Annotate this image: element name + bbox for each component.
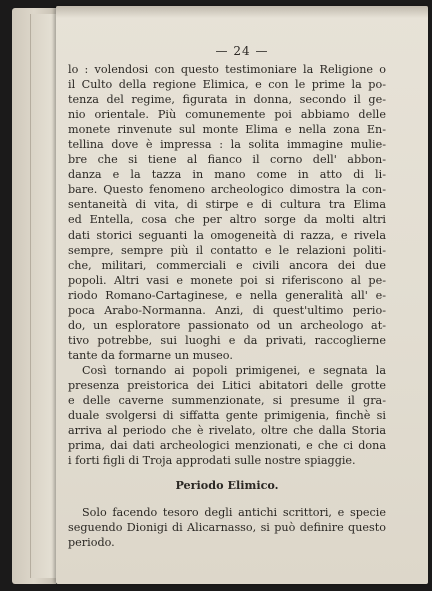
text-line: prima, dai dati archeologici menzionati, e che ci dona: [68, 439, 386, 453]
page-number: — 24 —: [215, 44, 269, 58]
text-line: dati storici seguanti la omogeneità di razza, e rivela: [68, 228, 386, 242]
text-line: popoli. Altri vasi e monete poi si riferiscono al pe-: [68, 273, 386, 287]
text-line: Solo facendo tesoro degli antichi scrittori, e specie: [82, 506, 386, 520]
text-line: ed Entella, cosa che per altro sorge da molti altri: [68, 213, 386, 227]
text-line: i forti figli di Troja approdati sulle nostre spiaggie.: [68, 454, 356, 468]
text-line: sentaneità di vita, di stirpe e di cultura tra Elima: [68, 198, 386, 212]
page-text: [68, 62, 386, 550]
text-line: nio orientale. Più comunemente poi abbiamo delle: [68, 108, 386, 122]
text-line: periodo.: [68, 536, 115, 550]
text-line: do, un esploratore passionato od un archeologo at-: [68, 318, 386, 332]
text-line: che, militari, commerciali e civili ancora dei due: [68, 258, 386, 272]
text-line: il Culto della regione Elimica, e con le prime la po-: [68, 78, 386, 92]
text-line: duale svolgersi di siffatta gente primigenia, finchè si: [68, 409, 386, 423]
text-line: presenza preistorica dei Litici abitatori delle grotte: [68, 378, 386, 392]
text-line: Così tornando ai popoli primigenei, e segnata la: [82, 363, 386, 377]
text-line: lo : volendosi con questo testimoniare la Religione o: [68, 63, 386, 76]
text-line: sempre, sempre più il contatto e le relazioni politi-: [68, 243, 386, 257]
text-line: e delle caverne summenzionate, si presume il gra-: [68, 394, 386, 408]
text-line: tante da formarne un museo.: [68, 348, 233, 362]
text-line: bre che si tiene al fianco il corno dell' abbon-: [68, 153, 386, 167]
text-line: arriva al periodo che è rivelato, oltre che dalla Storia: [68, 424, 386, 438]
section-heading: Periodo Elimico.: [175, 478, 279, 493]
page-top-shadow: [56, 6, 428, 18]
text-line: monete rinvenute sul monte Elima e nella zona En-: [68, 123, 386, 137]
text-line: riodo Romano-Cartaginese, e nella generalità all' e-: [68, 288, 386, 302]
text-line: tivo potrebbe, sui luoghi e da privati, raccoglierne: [68, 333, 386, 347]
text-line: bare. Questo fenomeno archeologico dimostra la con-: [68, 183, 386, 197]
text-line: danza e la tazza in mano come in atto di li-: [68, 168, 386, 182]
text-line: poca Arabo-Normanna. Anzi, di quest'ultimo perio-: [68, 303, 386, 317]
text-line: tenza del regime, figurata in donna, secondo il ge-: [68, 93, 386, 107]
text-line: seguendo Dionigi di Alicarnasso, si può definire questo: [68, 521, 386, 535]
text-line: tellina dove è impressa : la solita immagine mulie-: [68, 138, 386, 152]
